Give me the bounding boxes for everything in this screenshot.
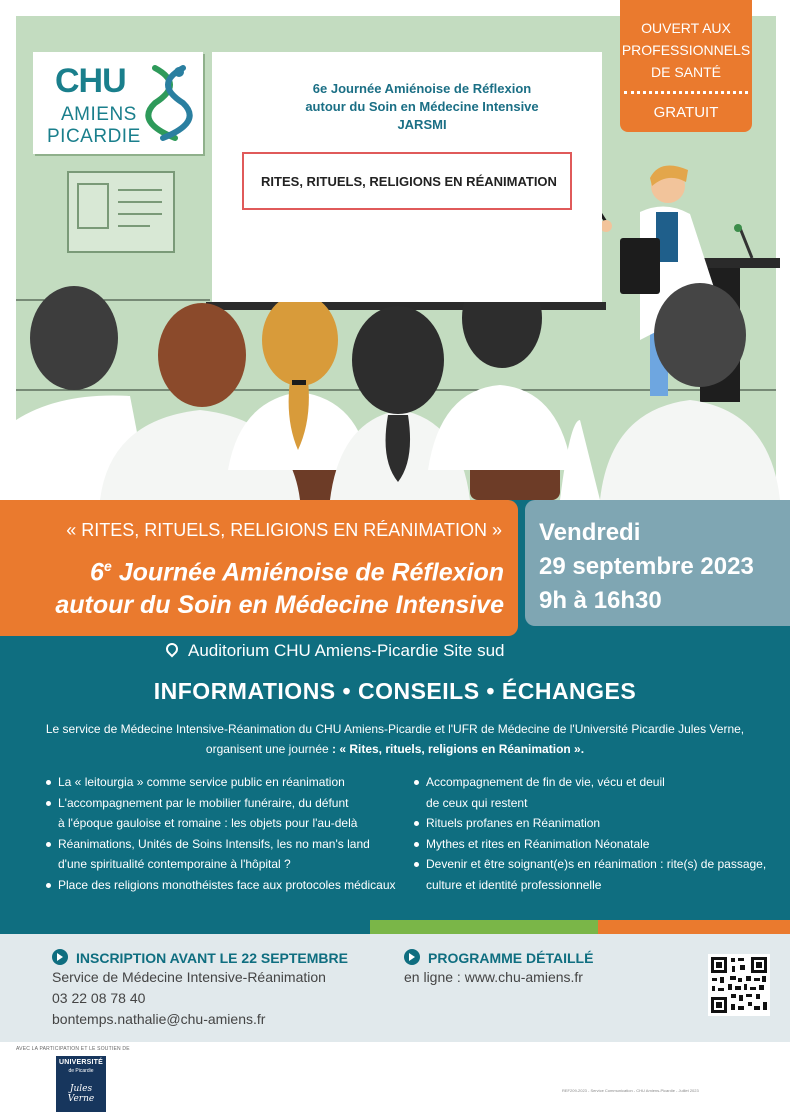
board-title-line: autour du Soin en Médecine Intensive xyxy=(305,99,539,114)
color-bar-teal xyxy=(0,920,370,934)
ribbon-line: DE SANTÉ xyxy=(650,64,721,80)
event-title-line-2: autour du Soin en Médecine Intensive xyxy=(55,591,504,620)
small-chart-board xyxy=(68,172,174,252)
board-title-line: JARSMI xyxy=(397,117,447,132)
registration-service: Service de Médecine Intensive-Réanimation xyxy=(52,969,326,985)
venue xyxy=(166,641,505,661)
open-to-professionals-ribbon xyxy=(620,0,752,132)
hero-illustration xyxy=(0,0,790,500)
event-title-text: Journée Amiénoise de Réflexion xyxy=(111,558,504,587)
list-item-text: Réanimations, Unités de Soins Intensifs, les no man's land xyxy=(58,836,370,851)
list-item-text: d'une spiritualité contemporaine à l'hôpital ? xyxy=(58,857,291,871)
color-bar-orange xyxy=(598,920,790,934)
event-time: 9h à 16h30 xyxy=(539,587,662,614)
registration-section xyxy=(0,934,790,1042)
registration-heading-text: INSCRIPTION AVANT LE 22 SEPTEMBRE xyxy=(76,950,348,966)
logo-amiens-text: AMIENS xyxy=(61,104,137,125)
registration-phone[interactable]: 03 22 08 78 40 xyxy=(52,990,146,1006)
list-item xyxy=(44,875,404,896)
free-label: GRATUIT xyxy=(653,104,719,121)
list-item xyxy=(412,772,782,813)
headline: INFORMATIONS • CONSEILS • ÉCHANGES xyxy=(153,678,637,704)
event-title xyxy=(55,550,504,622)
event-day: Vendredi xyxy=(539,519,641,546)
event-title-line-1 xyxy=(55,550,504,589)
topics-list-left xyxy=(44,772,404,895)
list-item-text: Accompagnement de fin de vie, vécu et deuil xyxy=(426,775,665,789)
list-item-text: Devenir et être soignant(e)s en réanimation : rite(s) de passage, xyxy=(426,857,767,871)
university-logo-text: UNIVERSITÉ xyxy=(58,1059,103,1066)
color-bar-green xyxy=(370,920,598,934)
list-item-text: Rituels profanes en Réanimation xyxy=(426,816,601,830)
qr-code-icon[interactable] xyxy=(708,954,770,1016)
programme-link[interactable]: en ligne : www.chu-amiens.fr xyxy=(404,969,583,985)
list-item xyxy=(412,854,782,895)
list-item xyxy=(44,834,404,875)
event-theme: « RITES, RITUELS, RELIGIONS EN RÉANIMATION » xyxy=(66,520,502,540)
programme-heading xyxy=(404,947,593,966)
event-date-block xyxy=(525,500,790,626)
university-logo xyxy=(56,1056,106,1112)
board-title-line: 6e Journée Amiénoise de Réflexion xyxy=(312,81,532,96)
intro-line-2-text: organisent une journée xyxy=(205,742,332,756)
dna-helix-icon xyxy=(145,64,195,142)
intro-text xyxy=(20,719,770,759)
intro-line-2-bold: : « Rites, rituels, religions en Réanimation ». xyxy=(332,742,585,756)
arrow-circle-icon xyxy=(52,949,68,965)
programme-heading-text: PROGRAMME DÉTAILLÉ xyxy=(428,950,594,966)
board-theme-box xyxy=(242,152,572,210)
university-logo-text: de Picardie xyxy=(68,1068,94,1074)
support-note: AVEC LA PARTICIPATION ET LE SOUTIEN DE xyxy=(16,1046,130,1052)
event-edition-suffix: e xyxy=(103,558,112,574)
ribbon-line: OUVERT AUX xyxy=(641,20,731,36)
board-theme-text: RITES, RITUELS, RELIGIONS EN RÉANIMATION xyxy=(261,174,557,189)
event-title-block xyxy=(0,500,518,636)
credits: REF209-2023 - Service Communication - CHU Amiens-Picardie - Juillet 2023 xyxy=(562,1088,699,1093)
chu-logo xyxy=(33,52,203,154)
list-item xyxy=(44,793,404,834)
topics-list-right xyxy=(412,772,782,895)
event-edition-number: 6 xyxy=(90,558,104,587)
list-item-text: Place des religions monothéistes face aux protocoles médicaux xyxy=(58,877,396,892)
registration-email[interactable]: bontemps.nathalie@chu-amiens.fr xyxy=(52,1011,266,1027)
event-date-text xyxy=(539,516,754,618)
logo-chu-text: CHU xyxy=(55,62,126,100)
list-item xyxy=(44,772,404,793)
logo-picardie-text: PICARDIE xyxy=(47,126,141,147)
presentation-board xyxy=(212,52,602,302)
list-item-text: L'accompagnement par le mobilier funéraire, du défunt xyxy=(58,795,349,810)
list-item-text: La « leitourgia » comme service public en réanimation xyxy=(58,775,345,789)
ribbon-divider xyxy=(624,91,748,94)
arrow-circle-icon xyxy=(404,949,420,965)
venue-text: Auditorium CHU Amiens-Picardie Site sud xyxy=(188,641,505,660)
registration-heading xyxy=(52,947,348,966)
list-item xyxy=(412,834,782,855)
list-item-text: de ceux qui restent xyxy=(426,795,528,810)
ribbon-text xyxy=(620,17,752,83)
intro-line-1: Le service de Médecine Intensive-Réanimation du CHU Amiens-Picardie et l'UFR de Médecine de l'Université Picardie Jules Verne, xyxy=(45,722,745,736)
ribbon-line: PROFESSIONNELS xyxy=(621,42,751,58)
board-title xyxy=(212,80,632,134)
intro-line-2 xyxy=(20,739,770,759)
event-date: 29 septembre 2023 xyxy=(539,553,754,580)
list-item-text: culture et identité professionnelle xyxy=(426,877,602,892)
list-item-text: Mythes et rites en Réanimation Néonatale xyxy=(426,836,650,851)
list-item xyxy=(412,813,782,834)
university-logo-signature: Jules Verne xyxy=(67,1084,95,1104)
location-pin-icon xyxy=(164,641,181,658)
list-item-text: à l'époque gauloise et romaine : les objets pour l'au-delà xyxy=(58,816,358,830)
